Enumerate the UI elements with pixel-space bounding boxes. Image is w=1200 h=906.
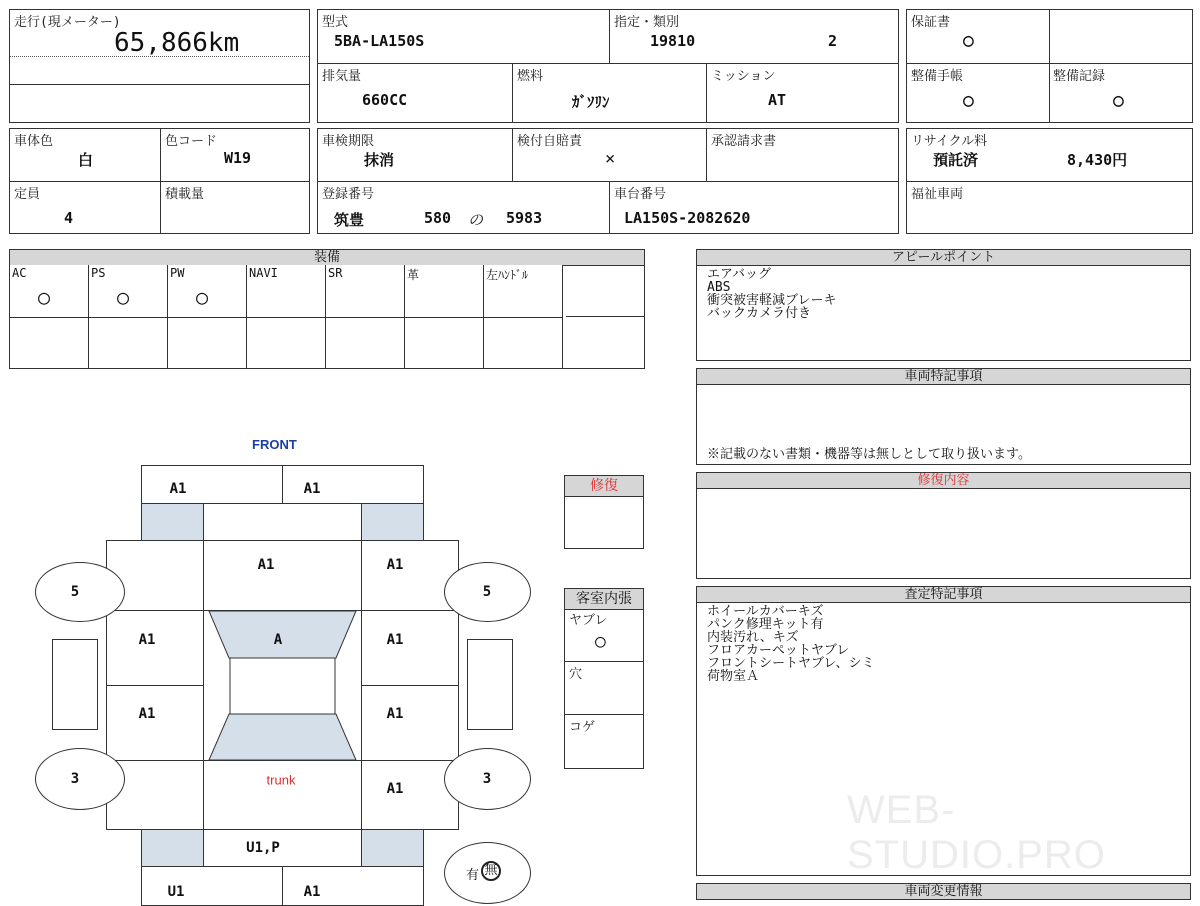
grade-bumper-l: U1 bbox=[167, 884, 185, 900]
trunk bbox=[203, 760, 362, 830]
interior-box bbox=[564, 609, 644, 769]
grade-fender-fr: A1 bbox=[386, 557, 404, 573]
designation-value1: 19810 bbox=[650, 32, 696, 50]
watermark: WEB-STUDIO.PRO bbox=[847, 788, 1106, 877]
equipment-cell-6 bbox=[483, 265, 563, 318]
grade-door-fl: A1 bbox=[138, 632, 156, 648]
registration-label: 登録番号 bbox=[322, 187, 375, 202]
door-fl bbox=[106, 610, 204, 686]
grade-quarter-r: A1 bbox=[386, 781, 404, 797]
model-label: 型式 bbox=[322, 15, 349, 30]
interior-tear-label: ヤブレ bbox=[569, 613, 608, 628]
tire-fl bbox=[35, 562, 125, 622]
equipment-cell-1 bbox=[88, 265, 168, 318]
equipment-cell-2 bbox=[167, 265, 247, 318]
color-code-value: W19 bbox=[224, 149, 252, 167]
special-notes-header: 車両特記事項 bbox=[696, 368, 1191, 385]
displacement-label: 排気量 bbox=[322, 69, 362, 84]
transmission-value: AT bbox=[768, 91, 787, 109]
equipment-empty-cell-5 bbox=[404, 317, 484, 369]
repair-details-box bbox=[696, 488, 1191, 579]
equipment-header: 装備 bbox=[9, 249, 645, 266]
grade-front-r: A1 bbox=[303, 481, 321, 497]
repair-header: 修復 bbox=[564, 475, 644, 497]
registration-number: 5983 bbox=[506, 209, 543, 227]
equipment-cell-5 bbox=[404, 265, 484, 318]
equipment-mark-2: ○ bbox=[196, 285, 209, 309]
inspection-value: 抹消 bbox=[364, 151, 395, 169]
appeal-header: アピールポイント bbox=[696, 249, 1191, 266]
warranty-mark: ○ bbox=[963, 30, 974, 51]
door-fr bbox=[361, 610, 459, 686]
model-value: 5BA-LA150S bbox=[334, 32, 425, 50]
repair-details-header: 修復内容 bbox=[696, 472, 1191, 489]
tire-fr-value: 5 bbox=[482, 584, 492, 600]
insurance-label: 検付自賠責 bbox=[517, 134, 583, 149]
mileage-label: 走行(現メーター) bbox=[14, 15, 121, 30]
grade-door-rl: A1 bbox=[138, 706, 156, 722]
grade-door-fr: A1 bbox=[386, 632, 404, 648]
equipment-empty-cell-6 bbox=[483, 317, 563, 369]
insurance-value: × bbox=[605, 149, 616, 169]
appeal-box bbox=[696, 265, 1191, 361]
registration-class: 580 bbox=[424, 209, 452, 227]
maintenance-book-label: 整備手帳 bbox=[911, 69, 964, 84]
tire-rl-value: 3 bbox=[70, 771, 80, 787]
equipment-mark-1: ○ bbox=[117, 285, 130, 309]
registration-box bbox=[317, 128, 899, 234]
special-notes-footer: ※記載のない書類・機器等は無しとして取り扱います。 bbox=[707, 447, 1031, 462]
hood bbox=[203, 540, 362, 611]
equipment-mark-0: ○ bbox=[38, 285, 51, 309]
mileage-value: 65,866km bbox=[114, 28, 240, 58]
interior-hole-label: 穴 bbox=[569, 667, 583, 682]
registration-region: 筑豊 bbox=[334, 211, 365, 229]
mileage-box bbox=[9, 9, 310, 123]
spare-yes: 有 bbox=[466, 868, 480, 883]
color-code-label: 色コード bbox=[165, 134, 218, 149]
change-info-header: 車両変更情報 bbox=[696, 883, 1191, 900]
special-notes-box bbox=[696, 384, 1191, 465]
grade-roof: A bbox=[273, 632, 283, 648]
recycle-status: 預託済 bbox=[933, 151, 979, 169]
recycle-box bbox=[906, 128, 1193, 234]
warranty-label: 保証書 bbox=[911, 15, 951, 30]
color-box bbox=[9, 128, 310, 234]
trunk-label: trunk bbox=[266, 772, 296, 788]
equipment-label-1: PS bbox=[91, 266, 106, 280]
interior-tear-mark: ○ bbox=[595, 631, 606, 652]
front-label: FRONT bbox=[252, 437, 297, 452]
grade-front-l: A1 bbox=[169, 481, 187, 497]
model-box bbox=[317, 9, 899, 123]
interior-burn-label: コゲ bbox=[569, 720, 596, 735]
rear-panel bbox=[203, 829, 362, 867]
grade-bumper-r: A1 bbox=[303, 884, 321, 900]
displacement-value: 660CC bbox=[362, 91, 408, 109]
chassis-label: 車台番号 bbox=[614, 187, 667, 202]
maintenance-record-mark: ○ bbox=[1113, 90, 1124, 111]
designation-value2: 2 bbox=[828, 32, 838, 50]
equipment-label-6: 左ﾊﾝﾄﾞﾙ bbox=[486, 268, 529, 282]
equipment-label-3: NAVI bbox=[249, 266, 278, 280]
appeal-text: エアバッグ ABS 衝突被害軽減ブレーキ バックカメラ付き bbox=[707, 267, 837, 321]
grade-hood: A1 bbox=[257, 557, 275, 573]
capacity-value: 4 bbox=[64, 209, 74, 227]
maintenance-book-mark: ○ bbox=[963, 90, 974, 111]
tire-rl bbox=[35, 748, 125, 810]
documents-box bbox=[906, 9, 1193, 123]
front-bumper-left bbox=[141, 465, 283, 504]
capacity-label: 定員 bbox=[14, 187, 41, 202]
recycle-label: リサイクル料 bbox=[911, 134, 988, 149]
grade-rear: U1,P bbox=[246, 840, 280, 856]
equipment-cell-0 bbox=[9, 265, 89, 318]
fuel-label: 燃料 bbox=[517, 69, 544, 84]
equipment-label-5: 革 bbox=[407, 268, 420, 282]
door-rl bbox=[106, 685, 204, 761]
transmission-label: ミッション bbox=[711, 69, 776, 84]
chassis-value: LA150S-2082620 bbox=[624, 209, 751, 227]
inspection-label: 車検期限 bbox=[322, 134, 375, 149]
load-capacity-label: 積載量 bbox=[165, 187, 205, 202]
interior-header: 客室内張 bbox=[564, 588, 644, 610]
mirror-right bbox=[467, 639, 513, 730]
fuel-value: ｶﾞｿﾘﾝ bbox=[572, 93, 610, 111]
equipment-empty-cell-0 bbox=[9, 317, 89, 369]
equipment-label-0: AC bbox=[12, 266, 27, 280]
appraisal-header: 査定特記事項 bbox=[696, 586, 1191, 603]
equipment-empty-cell-2 bbox=[167, 317, 247, 369]
body-color-label: 車体色 bbox=[14, 134, 54, 149]
equipment-empty-cell-3 bbox=[246, 317, 326, 369]
repair-box bbox=[564, 496, 644, 549]
recycle-amount: 8,430円 bbox=[1067, 151, 1128, 169]
spare-no: 無 bbox=[481, 861, 501, 881]
mirror-left bbox=[52, 639, 98, 730]
appraisal-text: ホイールカバーキズ パンク修理キット有 内装汚れ、キズ フロアカーペットヤブレ フロントシートヤブレ、シミ 荷物室Ａ bbox=[707, 604, 875, 684]
approval-label: 承認請求書 bbox=[711, 134, 777, 149]
welfare-label: 福祉車両 bbox=[911, 187, 964, 202]
equipment-cell-3 bbox=[246, 265, 326, 318]
equipment-label-4: SR bbox=[328, 266, 343, 280]
tire-fl-value: 5 bbox=[70, 584, 80, 600]
fender-fr bbox=[361, 540, 459, 611]
equipment-label-2: PW bbox=[170, 266, 185, 280]
tire-rr-value: 3 bbox=[482, 771, 492, 787]
registration-kana: の bbox=[468, 211, 484, 229]
designation-label: 指定・類別 bbox=[614, 15, 680, 30]
equipment-cell-4 bbox=[325, 265, 405, 318]
equipment-empty-cell-1 bbox=[88, 317, 168, 369]
maintenance-record-label: 整備記録 bbox=[1053, 69, 1106, 84]
equipment-empty-cell-4 bbox=[325, 317, 405, 369]
appraisal-box bbox=[696, 602, 1191, 876]
roof-glass-svg bbox=[203, 610, 362, 761]
rear-bumper-left bbox=[141, 866, 283, 906]
door-rr bbox=[361, 685, 459, 761]
grade-door-rr: A1 bbox=[386, 706, 404, 722]
body-color-value: 白 bbox=[78, 151, 94, 169]
